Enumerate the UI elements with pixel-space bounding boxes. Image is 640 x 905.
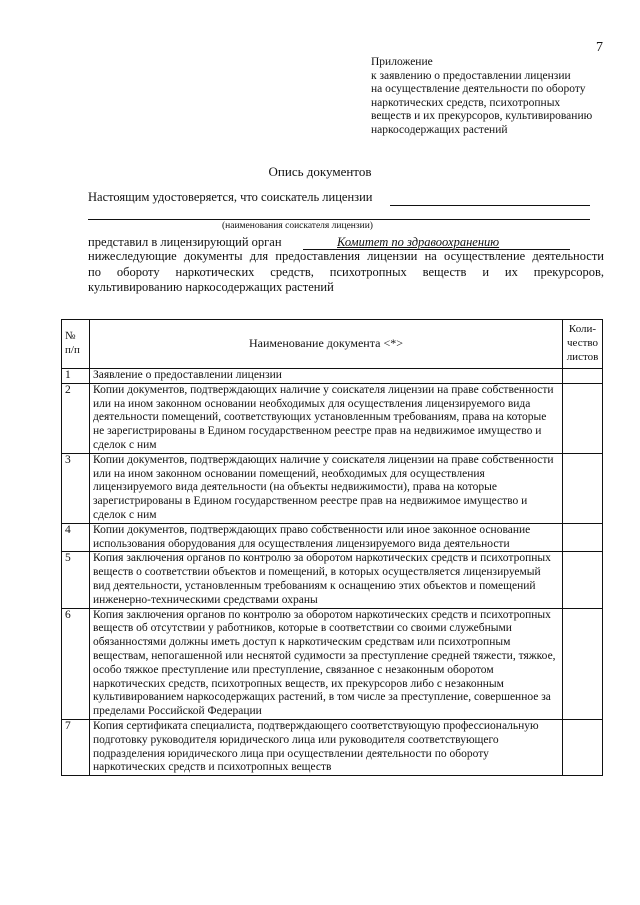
row-document-name: Заявление о предоставлении лицензии [90, 369, 563, 384]
table-row [62, 608, 603, 719]
row-sheet-count [563, 453, 603, 523]
row-num: 1 [62, 369, 90, 384]
row-sheet-count [563, 719, 603, 775]
intro-line: по обороту наркотических средств, психотропных веществ и их прекурсоров, [88, 264, 604, 279]
row-num: 3 [62, 453, 90, 523]
documents-table [61, 319, 603, 776]
appendix-line: наркосодержащих растений [371, 123, 508, 136]
row-document-name: Копии документов, подтверждающих наличие у соискателя лицензии на праве собственности или на ином законном основании помещений, необходимых для осуществления лицензируемого вида деятельности (на объекты недвижимости), права на которые зарегистрированы в Едином государственном реестре прав на недвижимое имущество и сделок с ним [90, 453, 563, 523]
document-title: Опись документов [268, 164, 372, 179]
header-count: Коли-чество листов [563, 320, 603, 369]
row-document-name: Копия сертификата специалиста, подтверждающего соответствующую профессиональную подготовку руководителя юридического лица или руководителя соответствующего подразделения юридического лица при осуществлении деятельности по обороту наркотических средств и психотропных веществ [90, 719, 563, 775]
table-row [62, 383, 603, 453]
appendix-line: наркотических средств, психотропных [371, 96, 561, 109]
page-number: 7 [596, 40, 603, 55]
applicant-name-line-2 [88, 219, 590, 220]
row-sheet-count [563, 369, 603, 384]
row-sheet-count [563, 383, 603, 453]
table-row [62, 719, 603, 775]
table-row [62, 552, 603, 608]
row-num: 4 [62, 523, 90, 552]
table-row [62, 369, 603, 384]
certify-text: Настоящим удостоверяется, что соискатель лицензии [88, 190, 373, 204]
intro-line: нижеследующие документы для предоставления лицензии на осуществление деятельности [88, 249, 604, 263]
applicant-name-line [390, 205, 590, 206]
row-sheet-count [563, 523, 603, 552]
row-sheet-count [563, 608, 603, 719]
appendix-heading [371, 56, 621, 138]
licensing-authority-name: Комитет по здравоохранению [337, 235, 500, 249]
header-name: Наименование документа <*> [90, 320, 563, 369]
table-header-row [62, 320, 603, 369]
intro-paragraph [88, 249, 604, 296]
appendix-line: на осуществление деятельности по обороту [371, 83, 586, 96]
appendix-line: Приложение [371, 56, 433, 68]
applicant-caption: (наименования соискателя лицензии) [222, 221, 373, 231]
submitted-text: представил в лицензирующий орган [88, 235, 282, 249]
row-document-name: Копии документов, подтверждающих право собственности или иное законное основание использования оборудования для осуществления лицензируемого вида деятельности [90, 523, 563, 552]
table-row [62, 523, 603, 552]
appendix-line: веществ и их прекурсоров, культивированию [371, 110, 593, 123]
header-num: № п/п [62, 320, 90, 369]
row-num: 5 [62, 552, 90, 608]
row-sheet-count [563, 552, 603, 608]
row-num: 2 [62, 383, 90, 453]
table-row [62, 453, 603, 523]
row-num: 7 [62, 719, 90, 775]
row-num: 6 [62, 608, 90, 719]
row-document-name: Копии документов, подтверждающих наличие у соискателя лицензии на праве собственности или на ином законном основании необходимых для осуществления лицензируемого вида деятельности помещений, соответствующих установленным требованиям, права на которые не зарегистрированы в Едином государственном реестре прав на недвижимое имущество и сделок с ним [90, 383, 563, 453]
intro-line: культивированию наркосодержащих растений [88, 280, 334, 294]
row-document-name: Копия заключения органов по контролю за оборотом наркотических средств и психотропных веществ о соответствии объектов и помещений, в которых осуществляется лицензируемый вид деятельности, установленным требованиям к оснащению этих объектов и помещений инженерно-техническими средствами охраны [90, 552, 563, 608]
row-document-name: Копия заключения органов по контролю за оборотом наркотических средств и психотропных веществ об отсутствии у работников, которые в соответствии со своими служебными обязанностями должны иметь доступ к наркотическим средствам или психотропным веществам, непогашенной или неснятой судимости за преступление средней тяжести, тяжкое, особо тяжкое преступление или преступление, связанное с незаконным оборотом наркотических средств, психотропных веществ, их прекурсоров либо с незаконным культивированием наркосодержащих растений, в том числе за преступление, совершенное за пределами Российской Федерации [90, 608, 563, 719]
appendix-line: к заявлению о предоставлении лицензии [371, 69, 571, 82]
